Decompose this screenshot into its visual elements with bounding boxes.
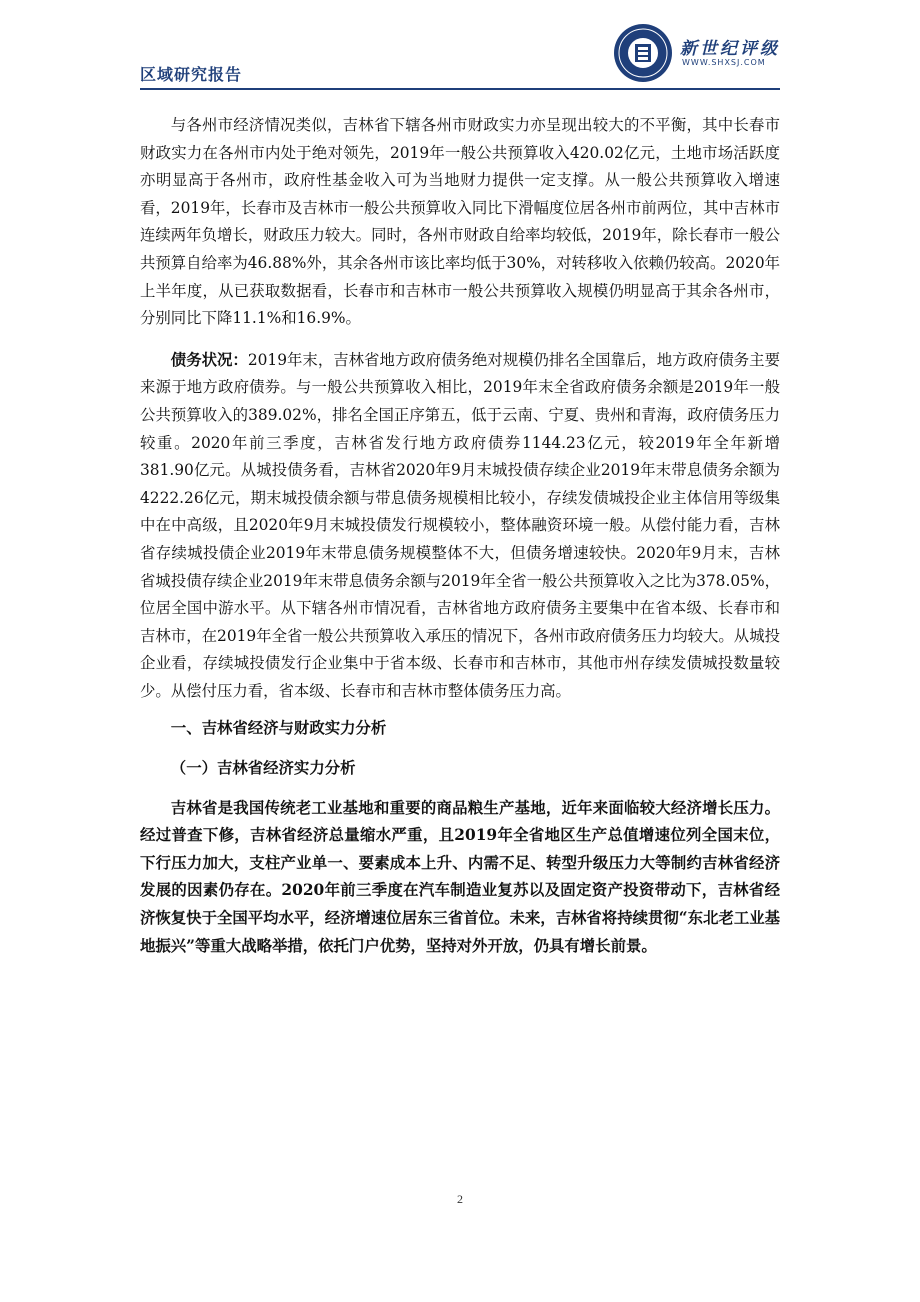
paragraph-prefecture-finance: 与各州市经济情况类似，吉林省下辖各州市财政实力亦呈现出较大的不平衡，其中长春市财政实力在各州市内处于绝对领先，2019年一般公共预算收入420.02亿元，土地市场活跃度亦明显高于各州市，政府性基金收入可为当地财力提供一定支撑。从一般公共预算收入增速看，2019年，长春市及吉林市一般公共预算收入同比下滑幅度位居各州市前两位，其中吉林市连续两年负增长，财政压力较大。同时，各州市财政自给率均较低，2019年，除长春市一般公共预算自给率为46.88%外，其余各州市该比率均低于30%，对转移收入依赖仍较高。2020年上半年度，从已获取数据看，长春市和吉林市一般公共预算收入规模仍明显高于其余各州市，分别同比下降11.1%和16.9%。 bbox=[140, 116, 780, 328]
paragraph-economic-strength: 吉林省是我国传统老工业基地和重要的商品粮生产基地，近年来面临较大经济增长压力。经过普查下修，吉林省经济总量缩水严重，且2019年全省地区生产总值增速位列全国末位，下行压力加大，支柱产业单一、要素成本上升、内需不足、转型升级压力大等制约吉林省经济发展的因素仍存在。2020年前三季度在汽车制造业复苏以及固定资产投资带动下，吉林省经济恢复快于全国平均水平，经济增速位居东三省首位。未来，吉林省将持续贯彻“东北老工业基地振兴”等重大战略举措，依托门户优势，坚持对外开放，仍具有增长前景。 bbox=[140, 798, 780, 955]
paragraph-debt-status bbox=[140, 347, 780, 706]
brand-name: 新世纪评级 bbox=[680, 39, 780, 59]
report-type-label: 区域研究报告 bbox=[140, 65, 243, 84]
brand-url: WWW.SHXSJ.COM bbox=[682, 58, 766, 67]
debt-status-lead: 债务状况： bbox=[170, 350, 248, 369]
debt-status-text: 2019年末，吉林省地方政府债务绝对规模仍排名全国靠后，地方政府债务主要来源于地方政府债券。与一般公共预算收入相比，2019年末全省政府债务余额是2019年一般公共预算收入的389.02%，排名全国正序第五，低于云南、宁夏、贵州和青海，政府债务压力较重。2020年前三季度，吉林省发行地方政府债券1144.23亿元，较2019年全年新增381.90亿元。从城投债务看，吉林省2020年9月末城投债存续企业2019年末带息债务余额为4222.26亿元，期末城投债余额与带息债务规模相比较小，存续发债城投企业主体信用等级集中在中高级，且2020年9月末城投债发行规模较小，整体融资环境一般。从偿付能力看，吉林省存续城投债企业2019年末带息债务规模整体不大，但债务增速较快。2020年9月末，吉林省城投债存续企业2019年末带息债务余额与2019年全省一般公共预算收入之比为378.05%，位居全国中游水平。从下辖各州市情况看，吉林省地方政府债务主要集中在省本级、长春市和吉林市，在2019年全省一般公共预算收入承压的情况下，各州市政府债务压力均较大。从城投企业看，存续城投债发行企业集中于省本级、长春市和吉林市，其他市州存续发债城投数量较少。从偿付压力看，省本级、长春市和吉林市整体债务压力高。 bbox=[140, 350, 780, 700]
subsection-heading: （一）吉林省经济实力分析 bbox=[170, 759, 356, 778]
page-header bbox=[0, 0, 920, 100]
logo-seal-icon bbox=[612, 22, 674, 84]
header-divider bbox=[140, 88, 780, 90]
report-body bbox=[140, 112, 780, 960]
page-number: 2 bbox=[457, 1192, 463, 1206]
section-heading: 一、吉林省经济与财政实力分析 bbox=[170, 719, 387, 738]
company-logo bbox=[612, 22, 784, 84]
